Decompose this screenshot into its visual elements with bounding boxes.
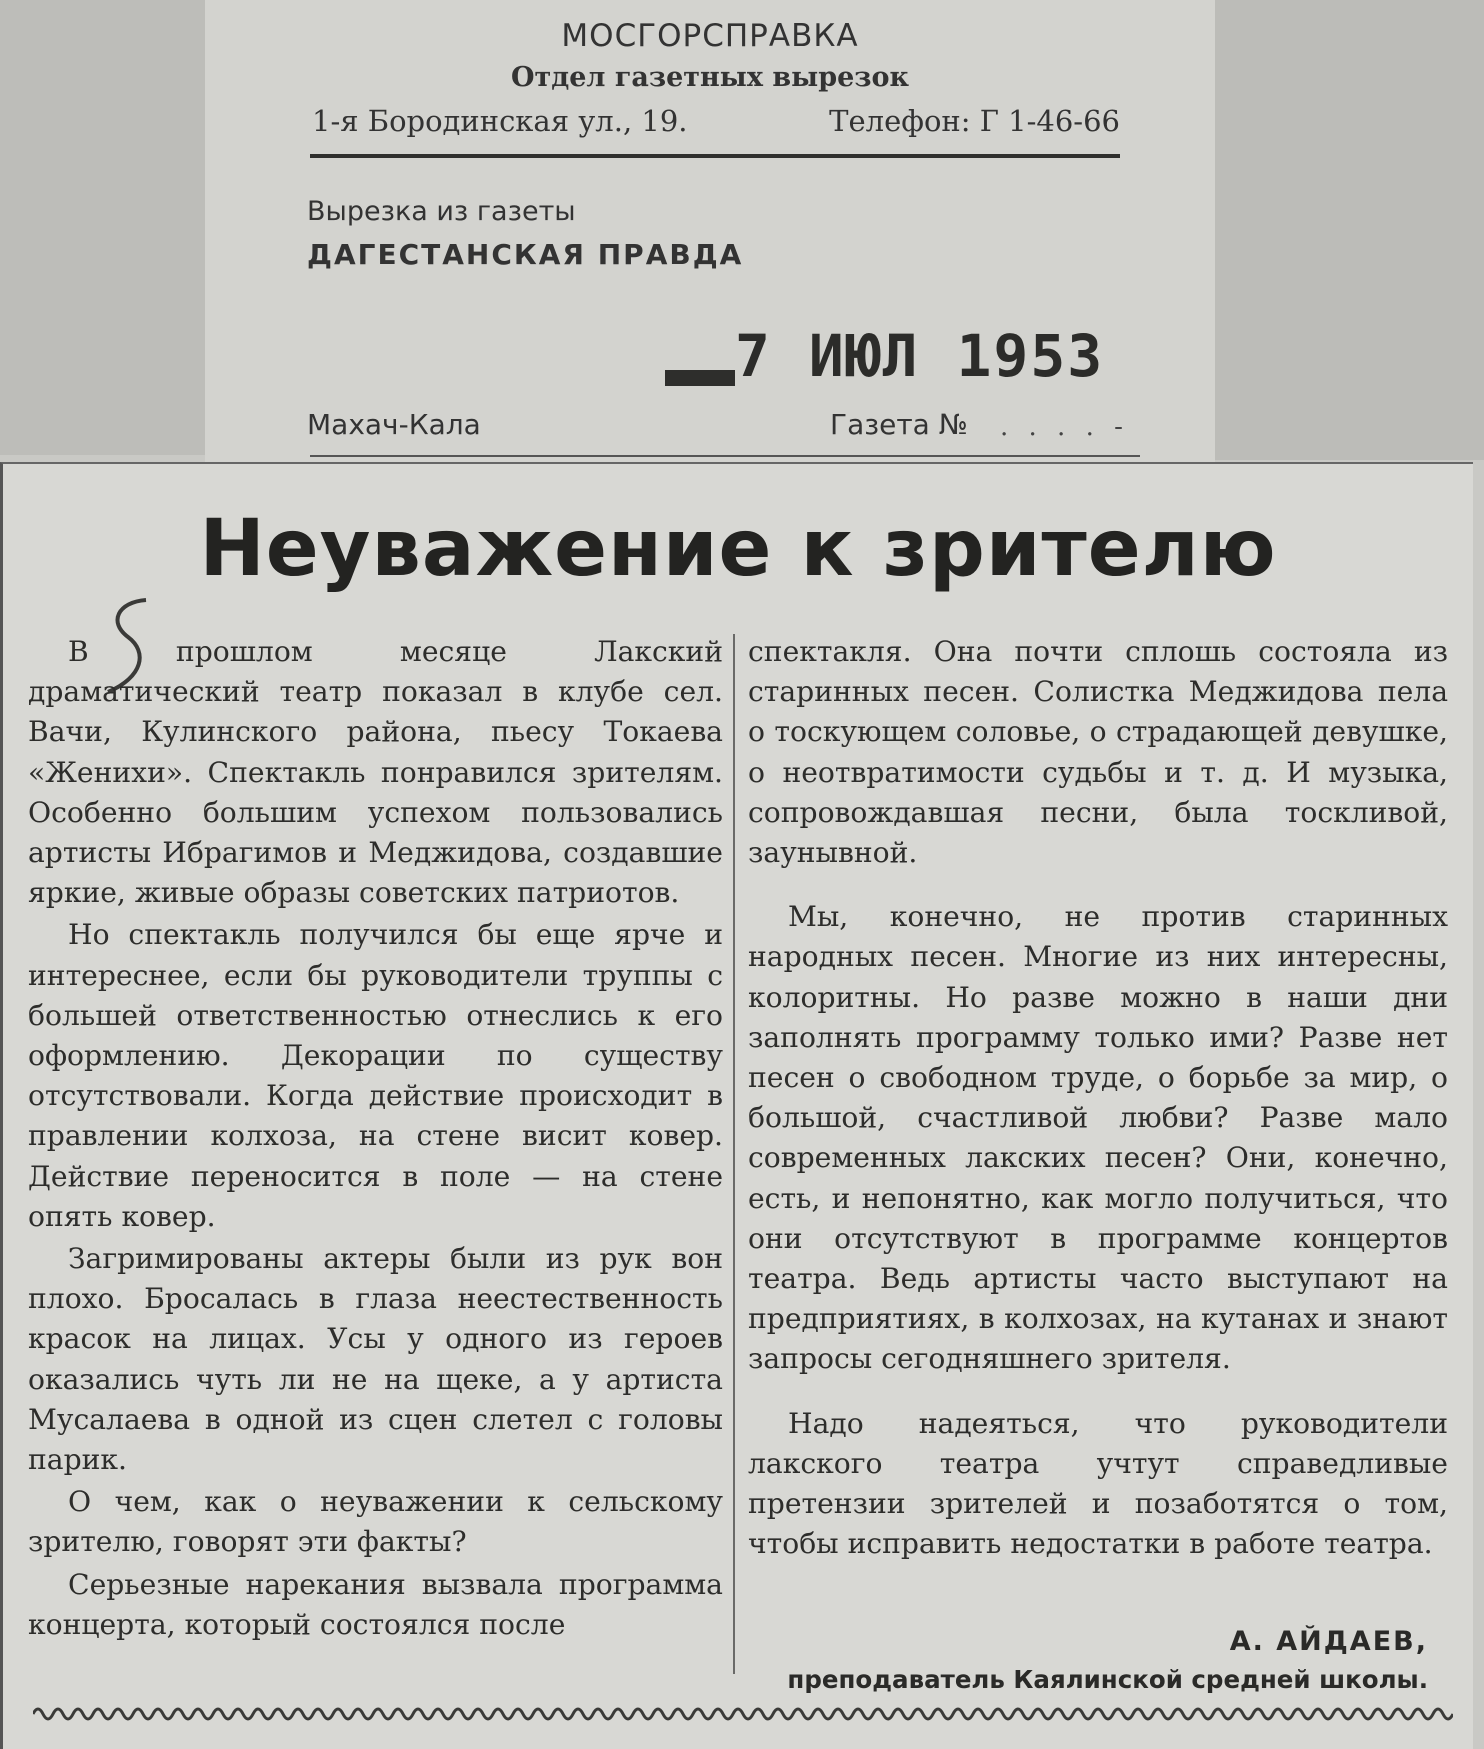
paragraph: О чем, как о неуважении к сельскому зрителю, говорят эти факты?	[28, 1485, 723, 1559]
paragraph: Серьезные нарекания вызвала программа концерта, который состоялся после	[28, 1567, 723, 1641]
header-divider	[310, 154, 1120, 158]
paragraph: спектакля. Она почти сплошь состояла из старинных песен. Солистка Меджидова пела о тоскующем соловье, о страдающей девушке, о неотвратимости судьбы и т. д. И музыка, сопровождавшая песни, была тоскливой, заунывной.	[748, 635, 1448, 870]
city: Махач-Кала	[307, 408, 481, 441]
issue-label: Газета №	[830, 408, 968, 441]
clipping-service-header	[205, 0, 1215, 462]
organization-name: МОСГОРСПРАВКА	[561, 18, 859, 54]
scan-margin-right	[1214, 0, 1484, 460]
author-name: А. АЙДАЕВ,	[1229, 1626, 1428, 1657]
article-column-right	[748, 632, 1448, 1564]
newspaper-name: ДАГЕСТАНСКАЯ ПРАВДА	[307, 238, 744, 271]
paragraph: Но спектакль получился бы еще ярче и интереснее, если бы руководители труппы с большей ответственностью отнеслись к его оформлению. Декорации по существу отсутствовали. Когда действие происходит в правлении колхоза, на стене висит ковер. Действие переносится в поле — на стене опять ковер.	[28, 918, 723, 1233]
paragraph: В прошлом месяце Лакский драматический театр показал в клубе сел. Вачи, Кулинского района, пьесу Токаева «Женихи». Спектакль понравился зрителям. Особенно большим успехом пользовались артисты Ибрагимов и Меджидова, создавшие яркие, живые образы советских патриотов.	[28, 635, 723, 910]
issue-number-blank: . . . . -	[1000, 412, 1129, 442]
header-bottom-rule	[310, 455, 1140, 457]
wavy-separator	[33, 1702, 1453, 1726]
phone: Телефон: Г 1-46-66	[829, 104, 1120, 138]
paragraph: Мы, конечно, не против старинных народных песен. Многие из них интересны, колоритны. Но разве можно в наши дни заполнять программу только ими? Разве нет песен о свободном труде, о борьбе за мир, о большой, счастливой любви? Разве мало современных лакских песен? Они, конечно, есть, и непонятно, как могло получиться, что они отсутствуют в программе концертов театра. Ведь артисты часто выступают на предприятиях, в колхозах, на кутанах и знают запросы сегодняшнего зрителя.	[748, 900, 1448, 1376]
cutting-label: Вырезка из газеты	[307, 196, 576, 227]
stamp-dash	[665, 370, 735, 386]
department-name: Отдел газетных вырезок	[511, 62, 909, 93]
date-stamp: 7 ИЮЛ 1953	[735, 322, 1105, 390]
scan-margin-left	[0, 0, 205, 455]
paragraph: Загримированы актеры были из рук вон плохо. Бросалась в глаза неестественность красок на лицах. Усы у одного из героев оказались чуть ли не на щеке, а у артиста Мусалаева в одной из сцен слетел с головы парик.	[28, 1242, 723, 1477]
article-column-left	[28, 632, 723, 1645]
byline	[748, 1622, 1428, 1698]
column-divider	[733, 634, 735, 1674]
paragraph: Надо надеяться, что руководители лакского театра учтут справедливые претензии зрителей и позаботятся о том, чтобы исправить недостатки в работе театра.	[748, 1406, 1448, 1561]
address: 1-я Бородинская ул., 19.	[312, 104, 688, 138]
article-clipping	[0, 462, 1473, 1749]
author-title: преподаватель Каялинской средней школы.	[787, 1665, 1428, 1694]
article-title: Неуважение к зрителю	[199, 504, 1277, 594]
